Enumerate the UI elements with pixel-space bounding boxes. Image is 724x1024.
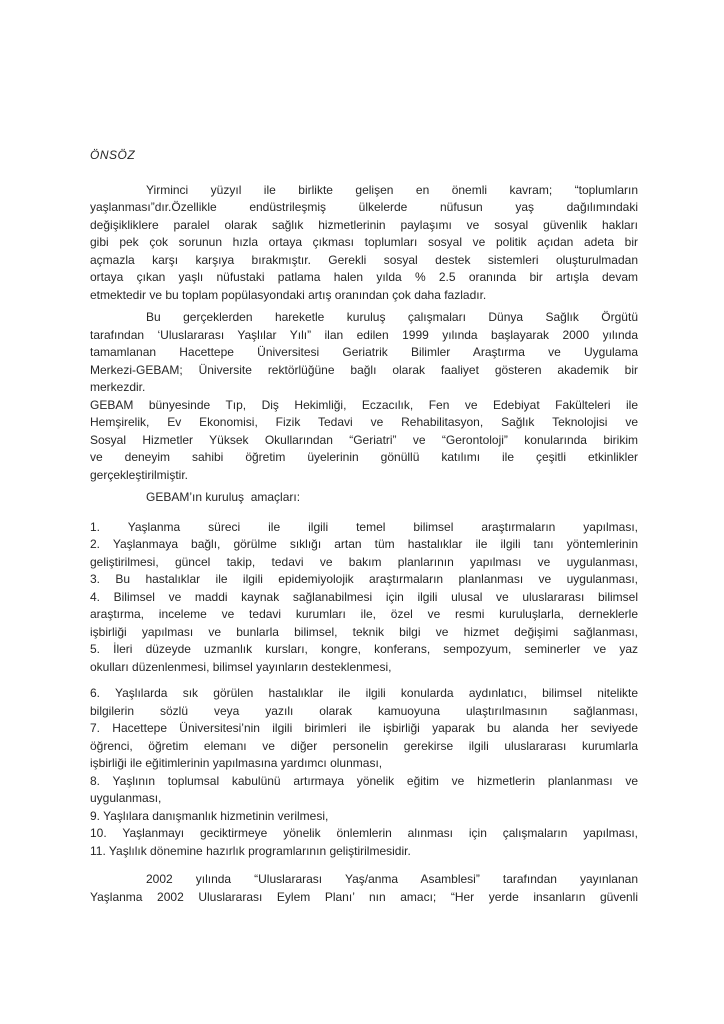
paragraph-gebam <box>90 309 638 484</box>
text-line: Yirminci yüzyıl ile birlikte gelişen en önemli kavram; “toplumların <box>146 182 638 197</box>
text-line: Hemşirelik, Ev Ekonomisi, Fizik Tedavi ve Rehabilitasyon, Sağlık Teknolojisi ve <box>90 415 638 429</box>
text-line: ortaya çıkan yaşlı nüfustaki patlama halen yılda % 2.5 oranında bir artışla devam <box>90 270 638 284</box>
text-line: 4. Bilimsel ve maddi kaynak sağlanabilmesi için ilgili ulusal ve uluslararası bilimsel <box>90 589 638 604</box>
text-line: 5. İleri düzeyde uzmanlık kursları, kongre, konferans, sempozyum, seminerler ve yaz <box>90 642 638 656</box>
text-line: merkezdir. <box>90 380 146 394</box>
text-line: 7. Hacettepe Üniversitesi’nin ilgili birimleri ile işbirliği yaparak bu alanda her seviyede <box>90 721 638 735</box>
text-line: 9. Yaşlılara danışmanlık hizmetinin verilmesi, <box>90 808 329 823</box>
text-line: Merkezi-GEBAM; Üniversite rektörlüğüne bağlı olarak faaliyet gösteren akademik bir <box>90 362 638 377</box>
text-line: 6. Yaşlılarda sık görülen hastalıklar ile ilgili konularda aydınlatıcı, bilimsel nitelikte <box>90 686 638 700</box>
text-line: işbirliği ile eğitimlerinin yapılmasına yardımcı olunması, <box>90 756 383 770</box>
text-line: açmazla karşı karşıya bırakmıştır. Gerekli sosyal destek sistemleri oluşturulmadan <box>90 252 638 267</box>
text-line: işbirliği yapılması ve bunlarla bilimsel, teknik bilgi ve hizmet değişimi sağlanması, <box>90 624 638 639</box>
document-body <box>90 147 638 906</box>
text-line: tamamlanan Hacettepe Üniversitesi Geriatrik Bilimler Araştırma ve Uygulama <box>90 345 638 359</box>
text-line: 1. Yaşlanma süreci ile ilgili temel bilimsel araştırmaların yapılması, <box>90 519 638 534</box>
list-purposes-6-11 <box>90 685 638 860</box>
text-line: uygulanması, <box>90 791 162 805</box>
text-line: araştırma, inceleme ve tedavi kurumları ile, özel ve resmi kuruluşlarla, derneklerle <box>90 607 638 621</box>
text-line: gibi pek çok sorunun hızla ortaya çıkması toplumları sosyal ve politik açıdan adeta bir <box>90 235 638 249</box>
heading-purposes <box>90 489 638 507</box>
text-line: okulları düzenlenmesi, bilimsel yayınların desteklenmesi, <box>90 659 392 674</box>
text-line: etmektedir ve bu toplam popülasyondaki artış oranından çok daha fazladır. <box>90 287 487 302</box>
text-line: değişikliklere paralel olarak sağlık hizmetlerinin paylaşımı ve sosyal güvenlik hakları <box>90 217 638 232</box>
text-line: Bu gerçeklerden hareketle kuruluş çalışmaları Dünya Sağlık Örgütü <box>146 310 638 324</box>
paragraph-2002-assembly <box>90 871 638 906</box>
text-line: tarafından ‘Uluslararası Yaşlılar Yılı” ilan edilen 1999 yılında başlayarak 2000 yılında <box>90 327 638 342</box>
paragraph-intro <box>90 182 638 305</box>
text-line: öğrenci, öğretim elemanı ve diğer personelin gerekirse ilgili uluslararası kurumlarla <box>90 738 638 753</box>
list-purposes-1-5 <box>90 519 638 677</box>
text-line: GEBAM bünyesinde Tıp, Diş Hekimliği, Eczacılık, Fen ve Edebiyat Fakülteleri ile <box>90 397 638 412</box>
text-line: bilgilerin sözlü veya yazılı olarak kamuoyuna ulaştırılmasının sağlanması, <box>90 703 638 718</box>
text-line: 2. Yaşlanmaya bağlı, görülme sıklığı artan tüm hastalıklar ile ilgili tanı yöntemlerinin <box>90 537 638 551</box>
text-line: Yaşlanma 2002 Uluslararası Eylem Planı’ nın amacı; “Her yerde insanların güvenli <box>90 889 638 904</box>
text-line: 3. Bu hastalıklar ile ilgili epidemiyolojik araştırmaların planlanması ve uygulanması, <box>90 572 638 586</box>
text-line: yaşlanması”dır.Özellikle endüstrileşmiş ülkelerde nüfusun yaş dağılımındaki <box>90 200 638 214</box>
text-line: GEBAM’ın kuruluş amaçları: <box>146 490 301 504</box>
text-line: ve deneyim sahibi öğretim üyelerinin gönüllü katılımı ile çeşitli etkinlikler <box>90 450 638 464</box>
text-line: gerçekleştirilmiştir. <box>90 467 189 482</box>
text-line: 2002 yılında “Uluslararası Yaş/anma Asamblesi” tarafından yayınlanan <box>146 872 638 886</box>
text-line: Sosyal Hizmetler Yüksek Okullarından “Geriatri” ve “Gerontoloji” konularında birikim <box>90 432 638 447</box>
text-line: geliştirilmesi, güncel takip, tedavi ve bakım planlarının yapılması ve uygulanması, <box>90 554 638 569</box>
text-line: 8. Yaşlının toplumsal kabulünü artırmaya yönelik eğitim ve hizmetlerin planlanması ve <box>90 773 638 788</box>
page-title: ÖNSÖZ <box>90 148 136 162</box>
text-line: 11. Yaşlılık dönemine hazırlık programlarının geliştirilmesidir. <box>90 843 411 858</box>
text-line: 10. Yaşlanmayı geciktirmeye yönelik önlemlerin alınması için çalışmaların yapılması, <box>90 826 638 840</box>
